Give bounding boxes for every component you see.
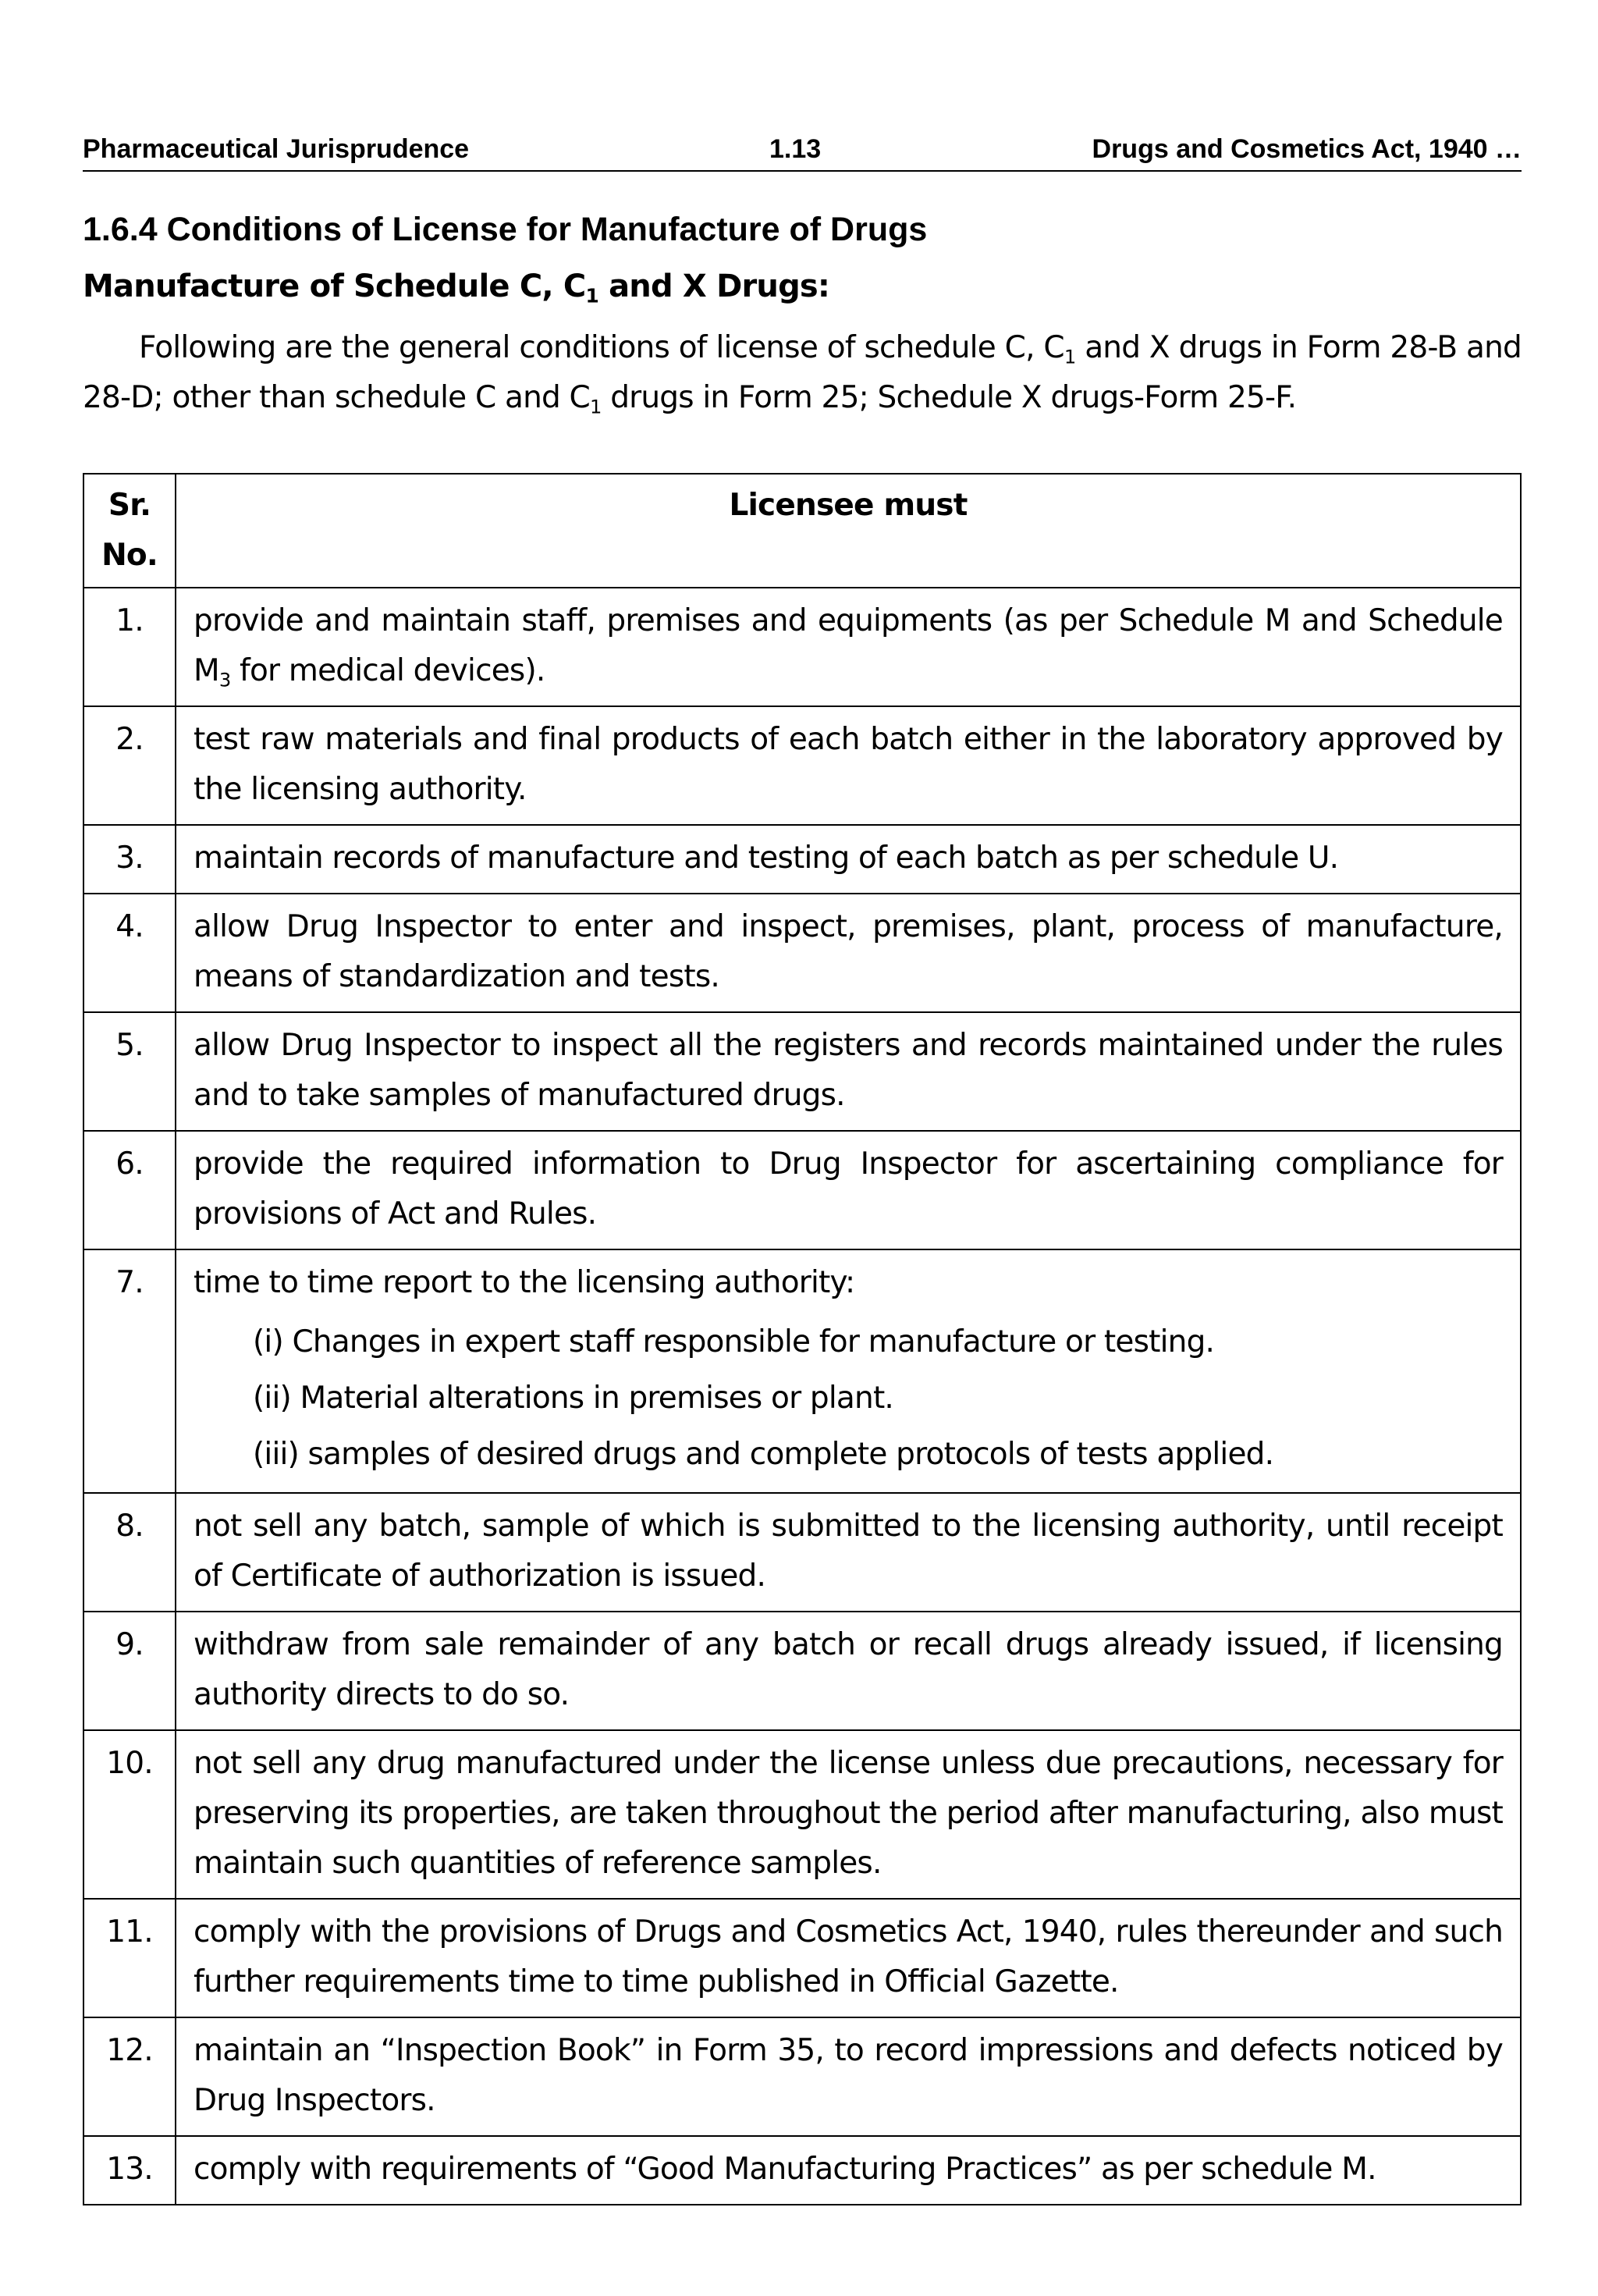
table-row bbox=[83, 1493, 1521, 1612]
condition-text-end: for medical devices). bbox=[230, 653, 545, 688]
sub-heading-text: Manufacture of Schedule C, C bbox=[83, 268, 586, 304]
licensee-conditions-table bbox=[83, 473, 1522, 2205]
row-sr-number: 7. bbox=[83, 1249, 176, 1493]
condition-text: time to time report to the licensing authority: bbox=[194, 1265, 855, 1300]
row-sr-number: 1. bbox=[83, 588, 176, 706]
row-condition: maintain an “Inspection Book” in Form 35, to record impressions and defects noticed by Drug Inspectors. bbox=[176, 2017, 1521, 2136]
row-condition: comply with the provisions of Drugs and Cosmetics Act, 1940, rules thereunder and such further requirements time to time published in Official Gazette. bbox=[176, 1899, 1521, 2017]
header-licensee-must: Licensee must bbox=[176, 474, 1521, 588]
table-row bbox=[83, 706, 1521, 825]
row-sr-number: 3. bbox=[83, 825, 176, 894]
table-row bbox=[83, 825, 1521, 894]
intro-text-2: and X drugs in Form 28-B and 28-D; other than schedule C and C bbox=[83, 330, 1522, 415]
row-condition: maintain records of manufacture and testing of each batch as per schedule U. bbox=[176, 825, 1521, 894]
row-condition: provide the required information to Drug Inspector for ascertaining compliance for provisions of Act and Rules. bbox=[176, 1131, 1521, 1249]
row-sr-number: 5. bbox=[83, 1012, 176, 1131]
intro-subscript-2: 1 bbox=[590, 396, 602, 418]
table-row bbox=[83, 1131, 1521, 1249]
row-condition bbox=[176, 1249, 1521, 1493]
sublist-item: (i) Changes in expert staff responsible for manufacture or testing. bbox=[253, 1324, 1215, 1359]
running-header bbox=[83, 134, 1522, 172]
row-sr-number: 4. bbox=[83, 894, 176, 1012]
sub-heading-text-end: and X Drugs: bbox=[598, 268, 830, 304]
row-condition: allow Drug Inspector to enter and inspect, premises, plant, process of manufacture, means of standardization and tests. bbox=[176, 894, 1521, 1012]
row-condition: not sell any batch, sample of which is submitted to the licensing authority, until receipt of Certificate of authorization is issued. bbox=[176, 1493, 1521, 1612]
condition-subscript: 3 bbox=[218, 669, 231, 691]
table-row bbox=[83, 1730, 1521, 1899]
condition-text: provide and maintain staff, premises and equipments (as per Schedule M and Schedule M bbox=[194, 603, 1503, 688]
section-heading: 1.6.4 Conditions of License for Manufacture of Drugs bbox=[83, 211, 928, 248]
row-sr-number: 8. bbox=[83, 1493, 176, 1612]
table-row bbox=[83, 2017, 1521, 2136]
header-chapter-title: Drugs and Cosmetics Act, 1940 … bbox=[1092, 134, 1522, 164]
row-condition: allow Drug Inspector to inspect all the registers and records maintained under the rules and to take samples of manufactured drugs. bbox=[176, 1012, 1521, 1131]
table-row bbox=[83, 588, 1521, 706]
row-condition: comply with requirements of “Good Manufacturing Practices” as per schedule M. bbox=[176, 2136, 1521, 2205]
sub-heading-subscript: 1 bbox=[585, 284, 598, 307]
table-header-row bbox=[83, 474, 1521, 588]
row-condition: not sell any drug manufactured under the license unless due precautions, necessary for preserving its properties, are taken throughout the period after manufacturing, also must maintain such quantities of reference samples. bbox=[176, 1730, 1521, 1899]
row-condition bbox=[176, 588, 1521, 706]
row-sr-number: 12. bbox=[83, 2017, 176, 2136]
sub-heading bbox=[83, 268, 830, 307]
header-sr-no: Sr. No. bbox=[83, 474, 176, 588]
header-page-number: 1.13 bbox=[769, 134, 822, 164]
table-row bbox=[83, 1899, 1521, 2017]
row-sr-number: 2. bbox=[83, 706, 176, 825]
row-sr-number: 13. bbox=[83, 2136, 176, 2205]
row-sr-number: 6. bbox=[83, 1131, 176, 1249]
row-sr-number: 9. bbox=[83, 1612, 176, 1730]
sublist-item: (ii) Material alterations in premises or plant. bbox=[253, 1381, 894, 1416]
table-row bbox=[83, 1012, 1521, 1131]
intro-text-3: drugs in Form 25; Schedule X drugs-Form 25-F. bbox=[601, 380, 1297, 415]
row-sr-number: 10. bbox=[83, 1730, 176, 1899]
row-condition: withdraw from sale remainder of any batch or recall drugs already issued, if licensing authority directs to do so. bbox=[176, 1612, 1521, 1730]
intro-text-1: Following are the general conditions of license of schedule C, C bbox=[139, 330, 1064, 365]
intro-subscript-1: 1 bbox=[1064, 346, 1076, 368]
sublist-item: (iii) samples of desired drugs and complete protocols of tests applied. bbox=[253, 1437, 1274, 1472]
report-sublist bbox=[194, 1314, 1503, 1483]
table-row bbox=[83, 1612, 1521, 1730]
intro-paragraph bbox=[83, 323, 1522, 423]
table-row bbox=[83, 894, 1521, 1012]
table-row bbox=[83, 1249, 1521, 1493]
table-row bbox=[83, 2136, 1521, 2205]
row-condition: test raw materials and final products of each batch either in the laboratory approved by the licensing authority. bbox=[176, 706, 1521, 825]
header-book-title: Pharmaceutical Jurisprudence bbox=[83, 134, 470, 164]
row-sr-number: 11. bbox=[83, 1899, 176, 2017]
